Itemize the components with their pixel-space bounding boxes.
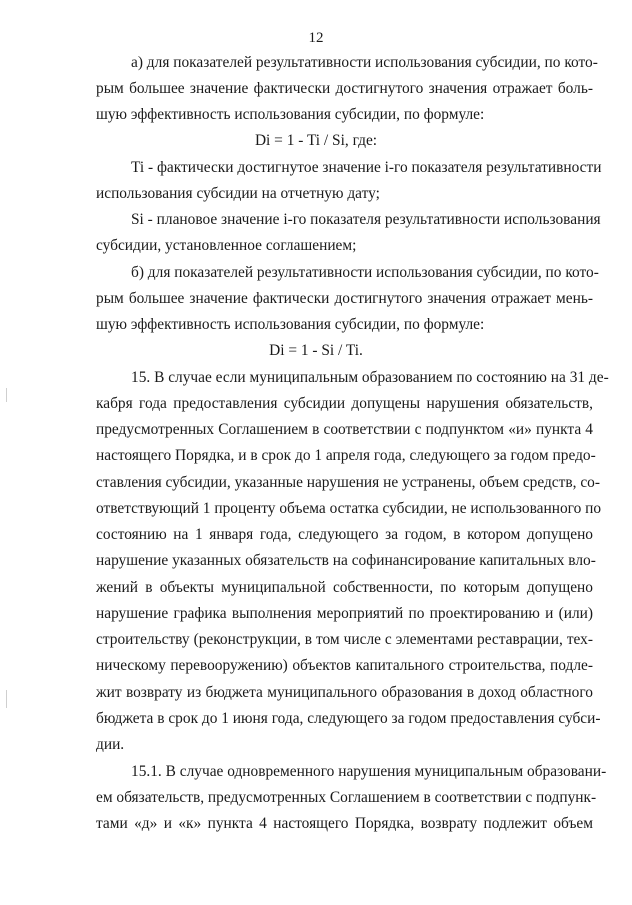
text-line: нарушение указанных обязательств на софинансирование капитальных вло-: [96, 552, 596, 569]
text-line: дии.: [96, 736, 125, 753]
text-line: 15.1. В случае одновременного нарушения муниципальным образовани-: [131, 763, 607, 780]
text-line: Ti - фактически достигнутое значение i-го показателя результативности: [131, 159, 602, 176]
text-line: тами «д» и «к» пункта 4 настоящего Порядка, возврату подлежит объем: [96, 815, 593, 832]
text-line: нарушение графика выполнения мероприятий по проектированию и (или): [96, 605, 593, 622]
text-line: настоящего Порядка, и в срок до 1 апреля года, следующего за годом предо-: [96, 447, 596, 464]
text-line: шую эффективность использования субсидии, по формуле:: [96, 316, 485, 333]
text-line: а) для показателей результативности использования субсидии, по кото-: [131, 54, 598, 71]
formula: Di = 1 - Ti / Si, где:: [254, 132, 378, 149]
scan-mark: [6, 388, 7, 402]
scan-mark: [6, 690, 7, 708]
text-line: использования субсидии на отчетную дату;: [96, 185, 380, 202]
page-number: 12: [308, 30, 324, 46]
text-line: Si - плановое значение i-го показателя результативности использования: [131, 211, 601, 228]
text-line: ставления субсидии, указанные нарушения не устранены, объем средств, со-: [96, 474, 600, 491]
text-line: шую эффективность использования субсидии, по формуле:: [96, 106, 485, 123]
text-line: кабря года предоставления субсидии допущены нарушения обязательств,: [96, 395, 593, 412]
text-line: ем обязательств, предусмотренных Соглашением в соответствии с подпунк-: [96, 789, 597, 806]
text-line: субсидии, установленное соглашением;: [96, 237, 357, 254]
text-line: ответствующий 1 проценту объема остатка субсидии, не использованного по: [96, 500, 602, 517]
formula: Di = 1 - Si / Ti.: [269, 342, 363, 359]
text-line: состоянию на 1 января года, следующего за годом, в котором допущено: [96, 526, 593, 543]
text-line: бюджета в срок до 1 июня года, следующего за годом предоставления субси-: [96, 710, 601, 727]
text-line: жений в объекты муниципальной собственности, по которым допущено: [96, 579, 593, 596]
text-line: предусмотренных Соглашением в соответствии с подпунктом «и» пункта 4: [96, 421, 593, 438]
text-line: строительству (реконструкции, в том числе с элементами реставрации, тех-: [96, 631, 593, 648]
text-line: 15. В случае если муниципальным образованием по состоянию на 31 де-: [131, 369, 609, 386]
text-line: рым большее значение фактически достигнутого значения отражает мень-: [96, 290, 593, 307]
text-line: жит возврату из бюджета муниципального образования в доход областного: [96, 684, 593, 701]
text-line: б) для показателей результативности использования субсидии, по кото-: [131, 264, 599, 281]
text-line: рым большее значение фактически достигнутого значения отражает боль-: [96, 80, 593, 97]
text-line: ническому перевооружению) объектов капитального строительства, подле-: [96, 657, 593, 674]
